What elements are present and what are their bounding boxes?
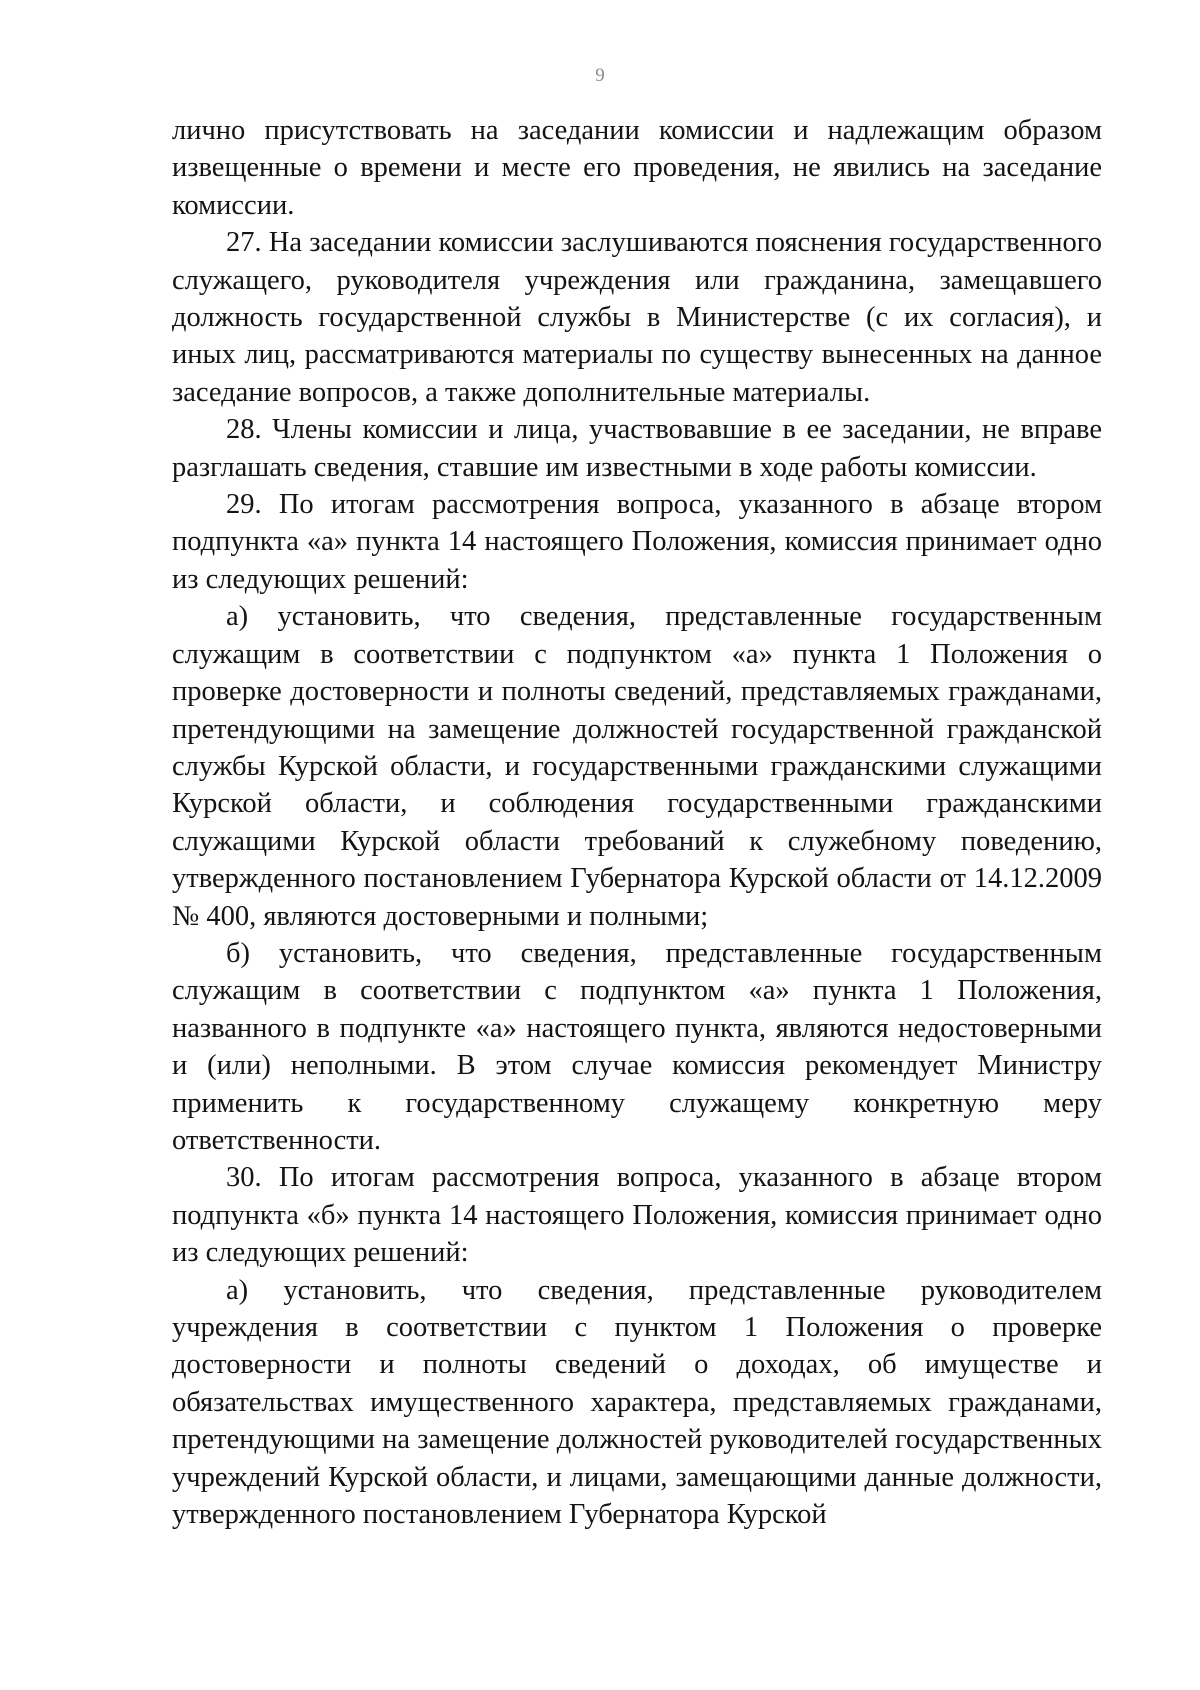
paragraph-30: 30. По итогам рассмотрения вопроса, указанного в абзаце втором подпункта «б» пункта 14 настоящего Положения, комиссия принимает одно из следующих решений:: [172, 1162, 1102, 1269]
paragraph-29-b: б) установить, что сведения, представленные государственным служащим в соответствии с подпунктом «а» пункта 1 Положения, названного в подпункте «а» настоящего пункта, являются недостоверными и (или) неполными. В этом случае комиссия рекомендует Министру применить к государственному служащему конкретную меру ответственности.: [172, 937, 1102, 1156]
paragraph-27: 27. На заседании комиссии заслушиваются пояснения государственного служащего, руководителя учреждения или гражданина, замещавшего должность государственной службы в Министерстве (с их согласия), и иных лиц, рассматриваются материалы по существу вынесенных на данное заседание вопросов, а также дополнительные материалы.: [172, 227, 1102, 408]
document-body: [172, 112, 1102, 1533]
paragraph-29-a: а) установить, что сведения, представленные государственным служащим в соответствии с подпунктом «а» пункта 1 Положения о проверке достоверности и полноты сведений, представляемых гражданами, претендующими на замещение должностей государственной гражданской службы Курской области, и государственными гражданскими служащими Курской области, и соблюдения государственными гражданскими служащими Курской области требований к служебному поведению, утвержденного постановлением Губернатора Курской области от 14.12.2009 № 400, являются достоверными и полными;: [172, 601, 1102, 932]
paragraph-29: 29. По итогам рассмотрения вопроса, указанного в абзаце втором подпункта «а» пункта 14 настоящего Положения, комиссия принимает одно из следующих решений:: [172, 489, 1102, 595]
paragraph-28: 28. Члены комиссии и лица, участвовавшие в ее заседании, не вправе разглашать сведения, ставшие им известными в ходе работы комиссии.: [172, 414, 1102, 483]
paragraph-30-a: а) установить, что сведения, представленные руководителем учреждения в соответствии с пунктом 1 Положения о проверке достоверности и полноты сведений о доходах, об имуществе и обязательствах имущественного характера, представляемых гражданами, претендующими на замещение должностей руководителей государственных учреждений Курской области, и лицами, замещающими данные должности, утвержденного постановлением Губернатора Курской: [172, 1274, 1102, 1531]
paragraph-continuation: лично присутствовать на заседании комиссии и надлежащим образом извещенные о времени и месте его проведения, не явились на заседание комиссии.: [172, 115, 1102, 221]
page-number: 9: [595, 65, 605, 86]
